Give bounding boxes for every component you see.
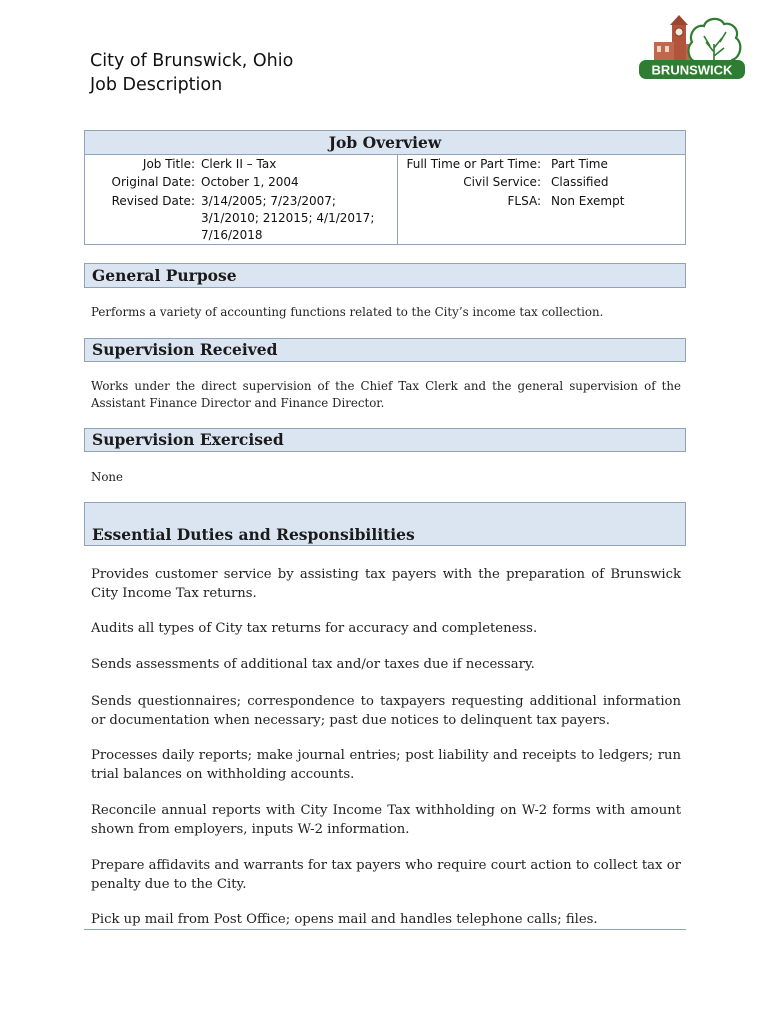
duty-item: Processes daily reports; make journal entries; post liability and receipts to ledgers; run trial balances on withholding accounts. bbox=[91, 748, 681, 782]
job-overview-table bbox=[84, 155, 686, 245]
revised-date-label: Revised Date: bbox=[111, 194, 195, 208]
flsa-label: FLSA: bbox=[507, 194, 541, 208]
table-divider bbox=[397, 155, 398, 244]
job-title-label: Job Title: bbox=[142, 157, 195, 171]
essential-duties-title: Essential Duties and Responsibilities bbox=[92, 525, 415, 544]
logo-wordmark: BRUNSWICK bbox=[651, 62, 733, 78]
employment-type-label: Full Time or Part Time: bbox=[406, 157, 541, 171]
civil-service-label: Civil Service: bbox=[463, 175, 541, 189]
city-name: City of Brunswick, Ohio bbox=[90, 51, 294, 71]
supervision-received-header bbox=[84, 338, 686, 362]
job-overview-title: Job Overview bbox=[328, 133, 442, 152]
original-date-label: Original Date: bbox=[111, 175, 195, 189]
civil-service-value: Classified bbox=[551, 175, 609, 189]
document-header bbox=[90, 49, 293, 97]
flsa-value: Non Exempt bbox=[551, 194, 625, 208]
supervision-exercised-title: Supervision Exercised bbox=[92, 430, 284, 449]
general-purpose-text: Performs a variety of accounting functions related to the City’s income tax collection. bbox=[91, 305, 604, 319]
duty-item: Audits all types of City tax returns for accuracy and completeness. bbox=[91, 621, 538, 636]
duty-item: Prepare affidavits and warrants for tax payers who require court action to collect tax or penalty due to the City. bbox=[91, 858, 681, 892]
duty-item: Pick up mail from Post Office; opens mail and handles telephone calls; files. bbox=[91, 912, 598, 927]
document-type: Job Description bbox=[90, 75, 223, 95]
job-overview-header bbox=[84, 130, 686, 155]
supervision-received-title: Supervision Received bbox=[92, 340, 278, 359]
duty-item: Sends assessments of additional tax and/or taxes due if necessary. bbox=[91, 657, 535, 672]
employment-type-value: Part Time bbox=[551, 157, 608, 171]
original-date-value: October 1, 2004 bbox=[201, 175, 299, 189]
revised-date-line-2: 3/1/2010; 212015; 4/1/2017; bbox=[201, 211, 375, 225]
revised-date-line-1: 3/14/2005; 7/23/2007; bbox=[201, 194, 336, 208]
duty-item: Provides customer service by assisting tax payers with the preparation of Brunswick City Income Tax returns. bbox=[91, 567, 681, 601]
bottom-rule bbox=[84, 929, 686, 930]
duty-item: Sends questionnaires; correspondence to taxpayers requesting additional information or documentation when necessary; past due notices to delinquent tax payers. bbox=[91, 694, 681, 728]
general-purpose-title: General Purpose bbox=[92, 266, 237, 285]
job-title-value: Clerk II – Tax bbox=[201, 157, 277, 171]
supervision-exercised-header bbox=[84, 428, 686, 452]
essential-duties-header bbox=[84, 502, 686, 546]
revised-date-line-3: 7/16/2018 bbox=[201, 228, 263, 242]
general-purpose-header bbox=[84, 263, 686, 288]
brunswick-logo bbox=[636, 14, 748, 84]
duty-item: Reconcile annual reports with City Income Tax withholding on W-2 forms with amount shown from employers, inputs W-2 information. bbox=[91, 803, 681, 837]
supervision-exercised-text: None bbox=[91, 470, 124, 484]
supervision-received-text: Works under the direct supervision of the Chief Tax Clerk and the general supervision of the Assistant Finance Director and Finance Director. bbox=[91, 379, 681, 410]
